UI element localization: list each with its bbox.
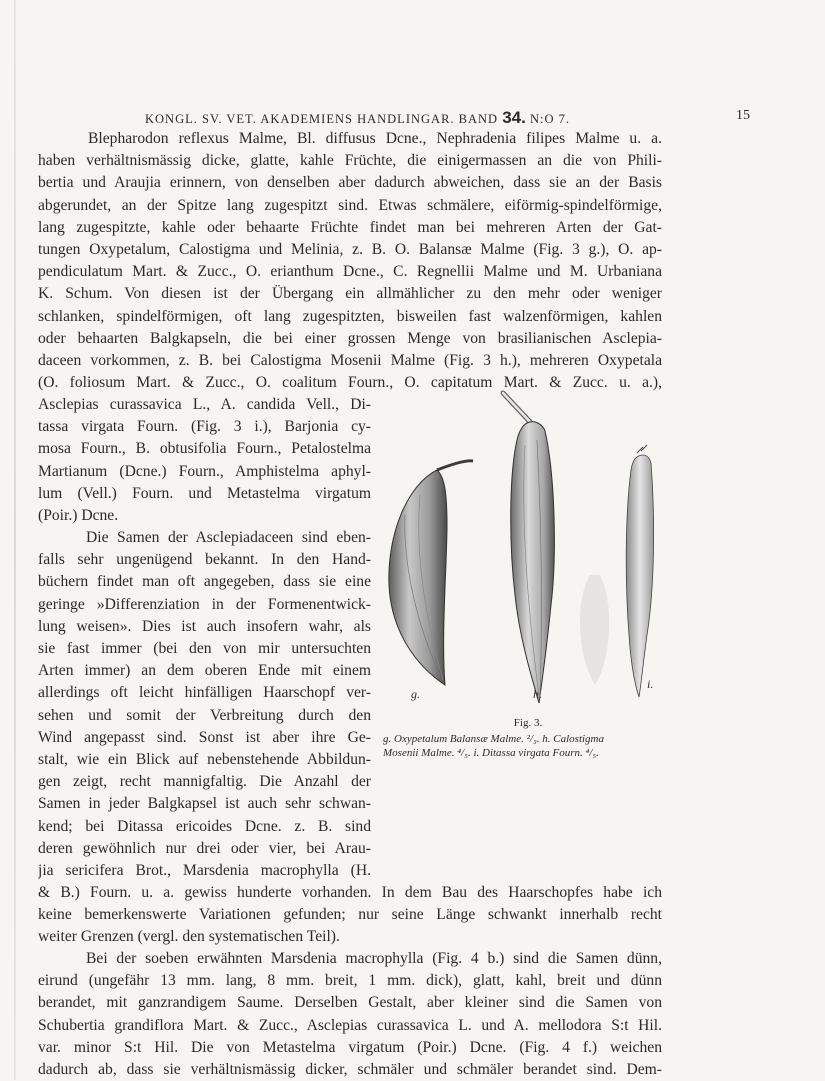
text-line: abgerundet, an der Spitze lang zugespitzt sind. Etwas schmälere, eiförmig-spindelförmige, (38, 196, 662, 214)
text-line: pendiculatum Mart. & Zucc., O. erianthum Dcne., C. Regnellii Malme und M. Urbaniana (38, 263, 662, 281)
text-line: allerdings oft leicht hinfälligen Haarschopf ver- (38, 684, 371, 702)
figure-label-i: i. (647, 677, 654, 691)
text-line: bertia und Araujia erinnern, von denselben aber dadurch abweichen, dass sie an der Basis (38, 174, 662, 192)
text-line: Arten immer) an dem oberen Ende mit einem (38, 662, 371, 680)
text-line: Die Samen der Asclepiadaceen sind eben- (86, 529, 371, 546)
figure-title: Fig. 3. (513, 717, 543, 729)
text-line: büchern findet man oft angegeben, dass sie eine (38, 573, 371, 591)
text-line: keine bemerkenswerte Variationen gefunden; nur seine Länge schwankt innerhalb recht (38, 906, 662, 924)
text-line: var. minor S:t Hil. Die von Metastelma virgatum (Poir.) Dcne. (Fig. 4 f.) weichen (38, 1038, 662, 1056)
text-line: dadurch ab, dass sie verhältnismässig dicker, schmäler und schmäler berandet sind. Dem- (38, 1061, 662, 1079)
text-line: mosa Fourn., B. obtusifolia Fourn., Petalostelma (38, 440, 371, 458)
text-line: sie fast immer (bei den von mir untersuchten (38, 640, 371, 658)
fruit-h (503, 393, 554, 703)
volume-number: 34. (502, 108, 526, 127)
text-line: daceen vorkommen, z. B. bei Calostigma Mosenii Malme (Fig. 3 h.), mehreren Oxypetala (38, 352, 662, 370)
paragraph-seeds-full (38, 882, 662, 949)
journal-name: KONGL. SV. VET. AKADEMIENS HANDLINGAR. BAND (145, 112, 499, 126)
text-line: deren gewöhnlich nur drei oder vier, bei Arau- (38, 839, 371, 857)
text-line: kend; bei Ditassa ericoides Dcne. z. B. sind (38, 817, 371, 835)
text-line: stalt, wie ein Blick auf nebenstehende Abbildun- (38, 751, 371, 769)
paragraph-marsdenia (38, 948, 662, 1081)
text-line: tassa virgata Fourn. (Fig. 3 i.), Barjonia cy- (38, 418, 371, 436)
issue-number: N:O 7. (529, 112, 570, 126)
text-line: sehen und somit der Verbreitung durch den (38, 706, 371, 724)
fruit-i (626, 445, 653, 697)
figure-label-g: g. (411, 687, 420, 701)
fruit-g (389, 461, 473, 685)
text-line: weiter Grenzen (vergl. den systematischen Teil). (38, 928, 340, 946)
text-line: gen zeigt, recht mannigfaltig. Die Anzahl der (38, 773, 371, 791)
text-line: tungen Oxypetalum, Calostigma und Melinia, z. B. O. Balansæ Malme (Fig. 3 g.), O. ap- (38, 241, 662, 259)
text-line: geringe »Differenziation in der Formenentwick- (38, 595, 371, 613)
text-line: lung weisen». Dies ist auch insofern wahr, als (38, 617, 371, 635)
text-line: & B.) Fourn. u. a. gewiss hunderte vorhanden. In dem Bau des Haarschopfes habe ich (38, 884, 662, 901)
page-edge (14, 0, 16, 1080)
text-line: Bei der soeben erwähnten Marsdenia macrophylla (Fig. 4 b.) sind die Samen dünn, (86, 950, 662, 967)
text-line: eirund (ungefähr 13 mm. lang, 8 mm. breit, 1 mm. dick), glatt, kahl, breit und dünn (38, 972, 662, 990)
text-line: lang zugespitzte, kahle oder behaarte Früchte findet man bei mehreren Arten der Gat- (38, 218, 662, 236)
text-line: haben verhältnismässig dicke, glatte, kahle Früchte, die einigermassen an die von Phili- (38, 152, 662, 170)
text-line: berandet, mit ganzrandigem Saume. Derselben Gestalt, aber kleiner sind die Samen von (38, 994, 662, 1012)
figure-label-h: h. (533, 687, 542, 701)
figure-3 (385, 385, 665, 715)
text-line: K. Schum. Von diesen ist der Übergang ein allmählicher zu den mehr oder weniger (38, 285, 662, 303)
text-line: lum (Vell.) Fourn. und Metastelma virgatum (38, 484, 371, 502)
page-number: 15 (736, 108, 750, 123)
text-line: Schubertia grandiflora Mart. & Zucc., Asclepias curassavica L. und A. mellodora S:t Hil. (38, 1016, 662, 1034)
text-line: Blepharodon reflexus Malme, Bl. diffusus Dcne., Nephradenia filipes Malme u. a. (88, 130, 662, 147)
text-line: Martianum (Dcne.) Fourn., Amphistelma aphyl- (38, 462, 371, 480)
text-line: oder behaarten Balgkapseln, die bei einer grossen Menge von brasilianischen Asclepia- (38, 329, 662, 347)
background-ghost-shape (580, 575, 609, 685)
caption-line: g. Oxypetalum Balansæ Malme. ²/₃. h. Calostigma (383, 733, 604, 745)
text-line: jia sericifera Brot., Marsdenia macrophylla (H. (38, 862, 371, 880)
fruit-illustrations (385, 385, 665, 715)
paragraph-fruits-narrow (38, 394, 371, 527)
text-line: (O. foliosum Mart. & Zucc., O. coalitum Fourn., O. capitatum Mart. & Zucc. u. a.), (38, 374, 662, 392)
caption-line: Mosenii Malme. ⁴/₅. i. Ditassa virgata Fourn. ⁴/₅. (383, 747, 599, 759)
text-line: falls sehr ungenügend bekannt. In den Hand- (38, 551, 371, 569)
text-line: schlanken, spindelförmigen, oft lang zugespitzten, bisweilen fast walzenförmigen, kahlen (38, 307, 662, 325)
paragraph-fruits (38, 128, 662, 394)
text-line: Samen in jeder Balgkapsel ist auch sehr schwan- (38, 795, 371, 813)
text-line: Asclepias curassavica L., A. candida Vell., Di- (38, 396, 371, 413)
figure-caption (383, 716, 673, 760)
text-line: (Poir.) Dcne. (38, 507, 119, 525)
text-line: Wind angepasst sind. Sonst ist aber ihre Ge- (38, 728, 371, 746)
paragraph-seeds (38, 527, 371, 882)
